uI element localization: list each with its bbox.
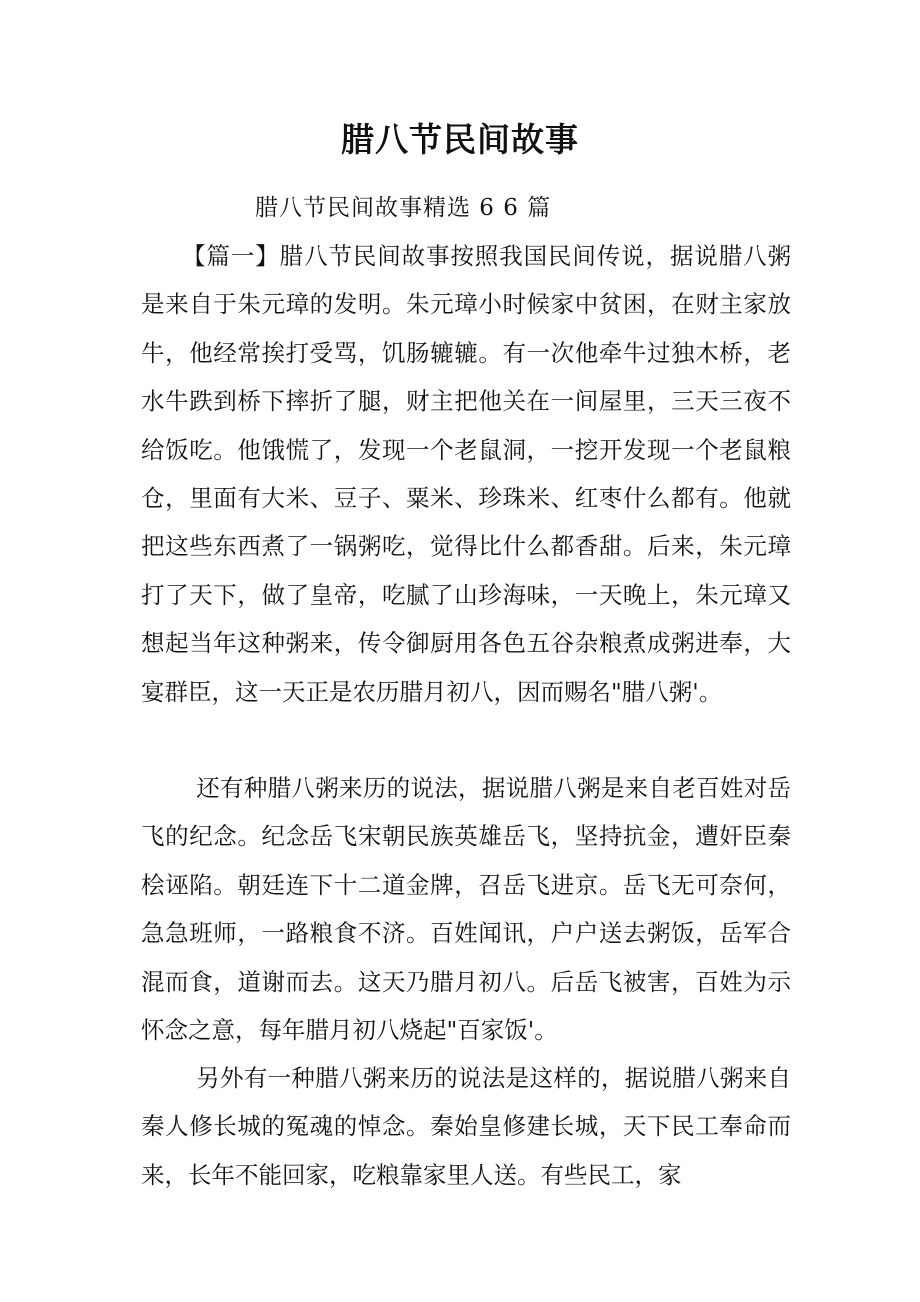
document-title: 腊八节民间故事	[341, 120, 579, 159]
paragraph-3: 另外有一种腊八粥来历的说法是这样的，据说腊八粥来自秦人修长城的冤魂的悼念。秦始皇修建长城，天下民工奉命而来，长年不能回家，吃粮靠家里人送。有些民工，家	[141, 1064, 791, 1189]
paragraph-2: 还有种腊八粥来历的说法，据说腊八粥是来自老百姓对岳飞的纪念。纪念岳飞宋朝民族英雄岳飞，坚持抗金，遭奸臣秦桧诬陷。朝廷连下十二道金牌，召岳飞进京。岳飞无可奈何，急急班师，一路粮食不济。百姓闻讯，户户送去粥饭，岳军合混而食，道谢而去。这天乃腊月初八。后岳飞被害，百姓为示怀念之意，每年腊月初八烧起"百家饭'。	[141, 774, 791, 1045]
paragraph-1: 【篇一】腊八节民间故事按照我国民间传说，据说腊八粥是来自于朱元璋的发明。朱元璋小时候家中贫困，在财主家放牛，他经常挨打受骂，饥肠辘辘。有一次他牵牛过独木桥，老水牛跌到桥下摔折了腿，财主把他关在一间屋里，三天三夜不给饭吃。他饿慌了，发现一个老鼠洞，一挖开发现一个老鼠粮仓，里面有大米、豆子、粟米、珍珠米、红枣什么都有。他就把这些东西煮了一锅粥吃，觉得比什么都香甜。后来，朱元璋打了天下，做了皇帝，吃腻了山珍海味，一天晚上，朱元璋又想起当年这种粥来，传令御厨用各色五谷杂粮煮成粥进奉，大宴群臣，这一天正是农历腊月初八，因而赐名"腊八粥'。	[141, 242, 791, 706]
document-subtitle: 腊八节民间故事精选 6 6 篇	[255, 195, 552, 221]
